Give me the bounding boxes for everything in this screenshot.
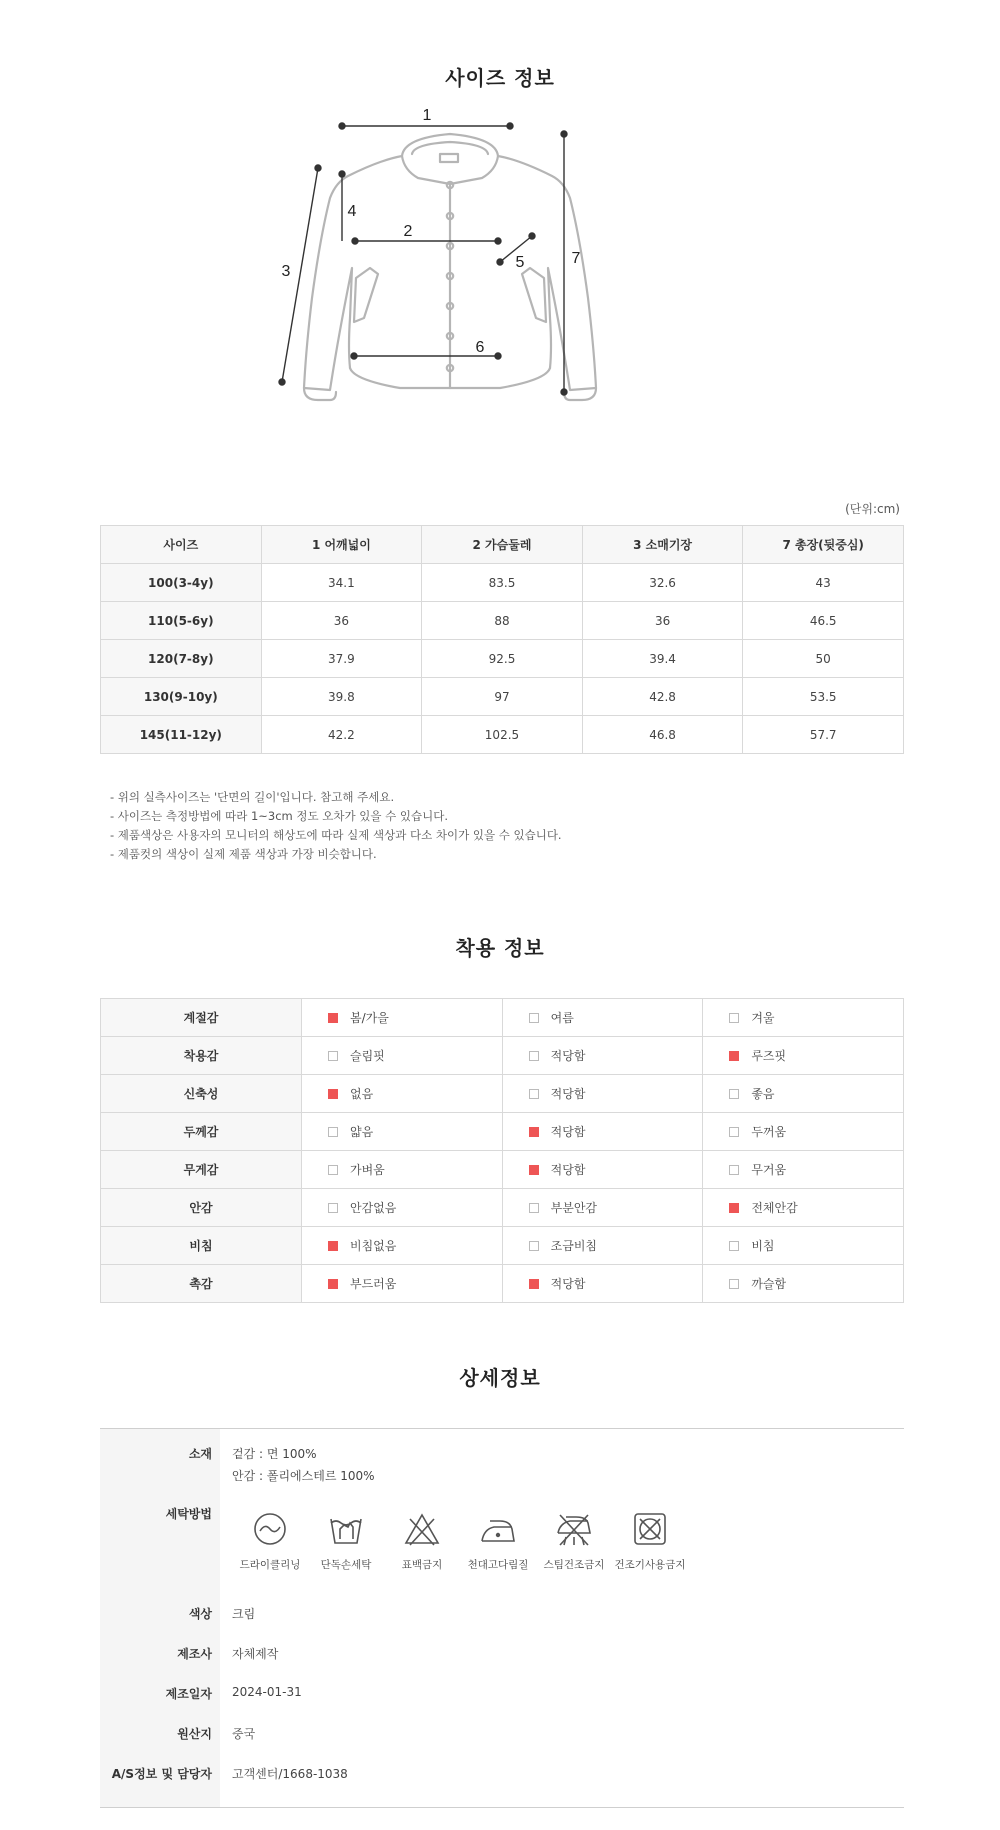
material-outer: 겉감 : 면 100% (232, 1447, 317, 1461)
unchecked-box-icon (529, 1203, 539, 1213)
no-bleach-icon (402, 1509, 442, 1549)
size-cell: 46.5 (743, 602, 904, 640)
care-symbols (232, 1509, 712, 1589)
size-cell: 88 (422, 602, 583, 640)
measure-label-6: 6 (475, 339, 485, 356)
care-item-iron (460, 1509, 536, 1572)
care-text-hand-wash: 단독손세탁 (320, 1559, 372, 1571)
care-text-no-dryer: 건조기사용금지 (614, 1559, 686, 1571)
size-row (101, 602, 904, 640)
fit-option-text: 비침 (751, 1239, 775, 1253)
dry-clean-icon (250, 1509, 290, 1549)
unchecked-box-icon (328, 1051, 338, 1061)
fit-option (302, 1037, 503, 1075)
size-column-header: 7 총장(뒷중심) (743, 526, 904, 564)
fit-row-label: 무게감 (101, 1151, 302, 1189)
size-table-header (101, 526, 904, 564)
size-notes (110, 788, 562, 864)
fit-option (302, 1075, 503, 1113)
fit-option-text: 루즈핏 (751, 1049, 787, 1063)
fit-option (502, 1227, 703, 1265)
size-cell: 43 (743, 564, 904, 602)
size-cell: 39.8 (261, 678, 422, 716)
size-cell: 83.5 (422, 564, 583, 602)
fit-option (703, 1151, 904, 1189)
care-label: 세탁방법 (165, 1507, 212, 1521)
size-cell: 46.8 (582, 716, 743, 754)
size-column-header: 사이즈 (101, 526, 262, 564)
fit-option-text: 무거움 (751, 1163, 787, 1177)
unchecked-box-icon (729, 1089, 739, 1099)
material-label: 소재 (188, 1447, 212, 1461)
measure-label-3: 3 (281, 263, 291, 280)
fit-option-text: 겨울 (751, 1011, 775, 1025)
unit-note: (단위:cm) (845, 502, 900, 516)
checked-box-icon (529, 1127, 539, 1137)
size-column-header: 2 가슴둘레 (422, 526, 583, 564)
fit-option (502, 1113, 703, 1151)
fit-row-label: 신축성 (101, 1075, 302, 1113)
fit-row (101, 1189, 904, 1227)
unchecked-box-icon (729, 1279, 739, 1289)
fit-option-text: 두꺼움 (751, 1125, 787, 1139)
size-cell: 32.6 (582, 564, 743, 602)
care-text-dry-clean: 드라이클리닝 (239, 1559, 301, 1571)
fit-option (502, 999, 703, 1037)
fit-option-text: 적당함 (550, 1049, 586, 1063)
fit-row-label: 비침 (101, 1227, 302, 1265)
fit-option-text: 좋음 (751, 1087, 775, 1101)
size-note-line: - 제품컷의 색상이 실제 제품 색상과 가장 비슷합니다. (110, 847, 377, 861)
size-row (101, 678, 904, 716)
size-cell: 53.5 (743, 678, 904, 716)
fit-option (302, 1227, 503, 1265)
fit-option-text: 안감없음 (350, 1201, 397, 1215)
date-value: 2024-01-31 (232, 1685, 302, 1699)
measure-label-5: 5 (515, 254, 525, 271)
care-text-no-bleach: 표백금지 (401, 1559, 443, 1571)
fit-row (101, 1113, 904, 1151)
fit-row (101, 1151, 904, 1189)
unchecked-box-icon (529, 1051, 539, 1061)
unchecked-box-icon (729, 1241, 739, 1251)
size-cell: 34.1 (261, 564, 422, 602)
size-row-label: 120(7-8y) (101, 640, 262, 678)
fit-row-label: 착용감 (101, 1037, 302, 1075)
fit-row (101, 1265, 904, 1303)
fit-option (302, 1151, 503, 1189)
size-cell: 57.7 (743, 716, 904, 754)
fit-option (703, 1227, 904, 1265)
fit-option (302, 1265, 503, 1303)
origin-label: 원산지 (177, 1727, 212, 1741)
fit-option (502, 1265, 703, 1303)
unchecked-box-icon (328, 1203, 338, 1213)
fit-option (502, 1037, 703, 1075)
fit-option-text: 부드러움 (350, 1277, 397, 1291)
size-row-label: 100(3-4y) (101, 564, 262, 602)
unchecked-box-icon (729, 1127, 739, 1137)
size-table (100, 525, 904, 754)
color-label: 색상 (188, 1607, 212, 1621)
fit-option (703, 1189, 904, 1227)
fit-option-text: 전체안감 (751, 1201, 798, 1215)
origin-value: 중국 (232, 1727, 256, 1741)
size-note-line: - 제품색상은 사용자의 모니터의 해상도에 따라 실제 색상과 다소 차이가 있을 수 있습니다. (110, 828, 562, 842)
size-cell: 39.4 (582, 640, 743, 678)
fit-option-text: 부분안감 (550, 1201, 598, 1215)
fit-option-text: 적당함 (550, 1163, 586, 1177)
care-text-no-steam: 스팀건조금지 (543, 1559, 605, 1571)
color-value: 크림 (232, 1607, 256, 1621)
size-note-line: - 사이즈는 측정방법에 따라 1~3cm 정도 오차가 있을 수 있습니다. (110, 809, 449, 823)
fit-row (101, 1227, 904, 1265)
detail-section-title: 상세정보 (459, 1366, 541, 1390)
size-note-line: - 위의 실측사이즈는 '단면의 길이'입니다. 참고해 주세요. (110, 790, 395, 804)
size-cell: 36 (582, 602, 743, 640)
size-cell: 102.5 (422, 716, 583, 754)
fit-option (302, 1189, 503, 1227)
fit-option (703, 1037, 904, 1075)
measure-label-7: 7 (571, 250, 581, 267)
size-row (101, 716, 904, 754)
size-cell: 92.5 (422, 640, 583, 678)
size-cell: 42.2 (261, 716, 422, 754)
fit-option-text: 없음 (350, 1087, 374, 1101)
maker-label: 제조사 (177, 1647, 212, 1661)
jacket-size-diagram (281, 107, 700, 478)
size-column-header: 1 어깨넓이 (261, 526, 422, 564)
fit-option (703, 999, 904, 1037)
unchecked-box-icon (729, 1165, 739, 1175)
fit-row-label: 두께감 (101, 1113, 302, 1151)
care-item-hand-wash (308, 1509, 384, 1572)
unchecked-box-icon (328, 1127, 338, 1137)
fit-option (502, 1151, 703, 1189)
size-row-label: 145(11-12y) (101, 716, 262, 754)
size-section-title: 사이즈 정보 (445, 66, 555, 90)
checked-box-icon (328, 1089, 338, 1099)
fit-row (101, 1075, 904, 1113)
material-lining: 안감 : 폴리에스테르 100% (232, 1469, 375, 1483)
iron-low-icon (478, 1509, 518, 1549)
fit-option-text: 적당함 (550, 1125, 586, 1139)
jacket-outline (304, 134, 596, 400)
fit-option-text: 봄/가을 (350, 1011, 389, 1025)
no-steam-icon (554, 1509, 594, 1549)
checked-box-icon (328, 1279, 338, 1289)
checked-box-icon (729, 1203, 739, 1213)
as-label: A/S정보 및 담당자 (111, 1767, 212, 1781)
checked-box-icon (529, 1279, 539, 1289)
fit-row-label: 계절감 (101, 999, 302, 1037)
maker-value: 자체제작 (232, 1647, 279, 1661)
size-row-label: 130(9-10y) (101, 678, 262, 716)
unchecked-box-icon (328, 1165, 338, 1175)
size-row (101, 564, 904, 602)
fit-option-text: 슬림핏 (350, 1049, 385, 1063)
as-value: 고객센터/1668-1038 (232, 1767, 348, 1781)
checked-box-icon (328, 1241, 338, 1251)
size-cell: 37.9 (261, 640, 422, 678)
size-row-label: 110(5-6y) (101, 602, 262, 640)
fit-row (101, 999, 904, 1037)
date-label: 제조일자 (165, 1687, 212, 1701)
fit-option-text: 가벼움 (350, 1163, 385, 1177)
measure-label-4: 4 (347, 203, 357, 220)
care-item-no-dryer (612, 1509, 688, 1572)
hand-wash-icon (326, 1509, 366, 1549)
checked-box-icon (529, 1165, 539, 1175)
no-dryer-icon (630, 1509, 670, 1549)
measure-label-1: 1 (422, 107, 432, 124)
size-cell: 42.8 (582, 678, 743, 716)
unchecked-box-icon (529, 1013, 539, 1023)
care-item-dry-clean (232, 1509, 308, 1572)
fit-option-text: 조금비침 (550, 1239, 598, 1253)
fit-row-label: 촉감 (101, 1265, 302, 1303)
fit-option (302, 1113, 503, 1151)
fit-table (100, 998, 904, 1303)
fit-option-text: 적당함 (550, 1087, 586, 1101)
fit-option (502, 1075, 703, 1113)
fit-option (703, 1113, 904, 1151)
detail-info (100, 1428, 904, 1808)
fit-row (101, 1037, 904, 1075)
size-cell: 97 (422, 678, 583, 716)
fit-option-text: 여름 (550, 1011, 574, 1025)
fit-option (703, 1075, 904, 1113)
fit-section-title: 착용 정보 (455, 936, 545, 960)
unchecked-box-icon (529, 1241, 539, 1251)
size-column-header: 3 소매기장 (582, 526, 743, 564)
measure-label-2: 2 (403, 223, 413, 240)
size-cell: 50 (743, 640, 904, 678)
checked-box-icon (328, 1013, 338, 1023)
care-text-iron: 천대고다림질 (467, 1559, 529, 1571)
fit-option (703, 1265, 904, 1303)
fit-option-text: 까슬함 (751, 1277, 787, 1291)
fit-row-label: 안감 (101, 1189, 302, 1227)
care-item-no-bleach (384, 1509, 460, 1572)
fit-option-text: 적당함 (550, 1277, 586, 1291)
checked-box-icon (729, 1051, 739, 1061)
care-item-no-steam (536, 1509, 612, 1572)
fit-option (302, 999, 503, 1037)
unchecked-box-icon (529, 1089, 539, 1099)
fit-option-text: 비침없음 (350, 1239, 397, 1253)
size-cell: 36 (261, 602, 422, 640)
unchecked-box-icon (729, 1013, 739, 1023)
fit-option (502, 1189, 703, 1227)
size-row (101, 640, 904, 678)
fit-option-text: 얇음 (350, 1125, 374, 1139)
